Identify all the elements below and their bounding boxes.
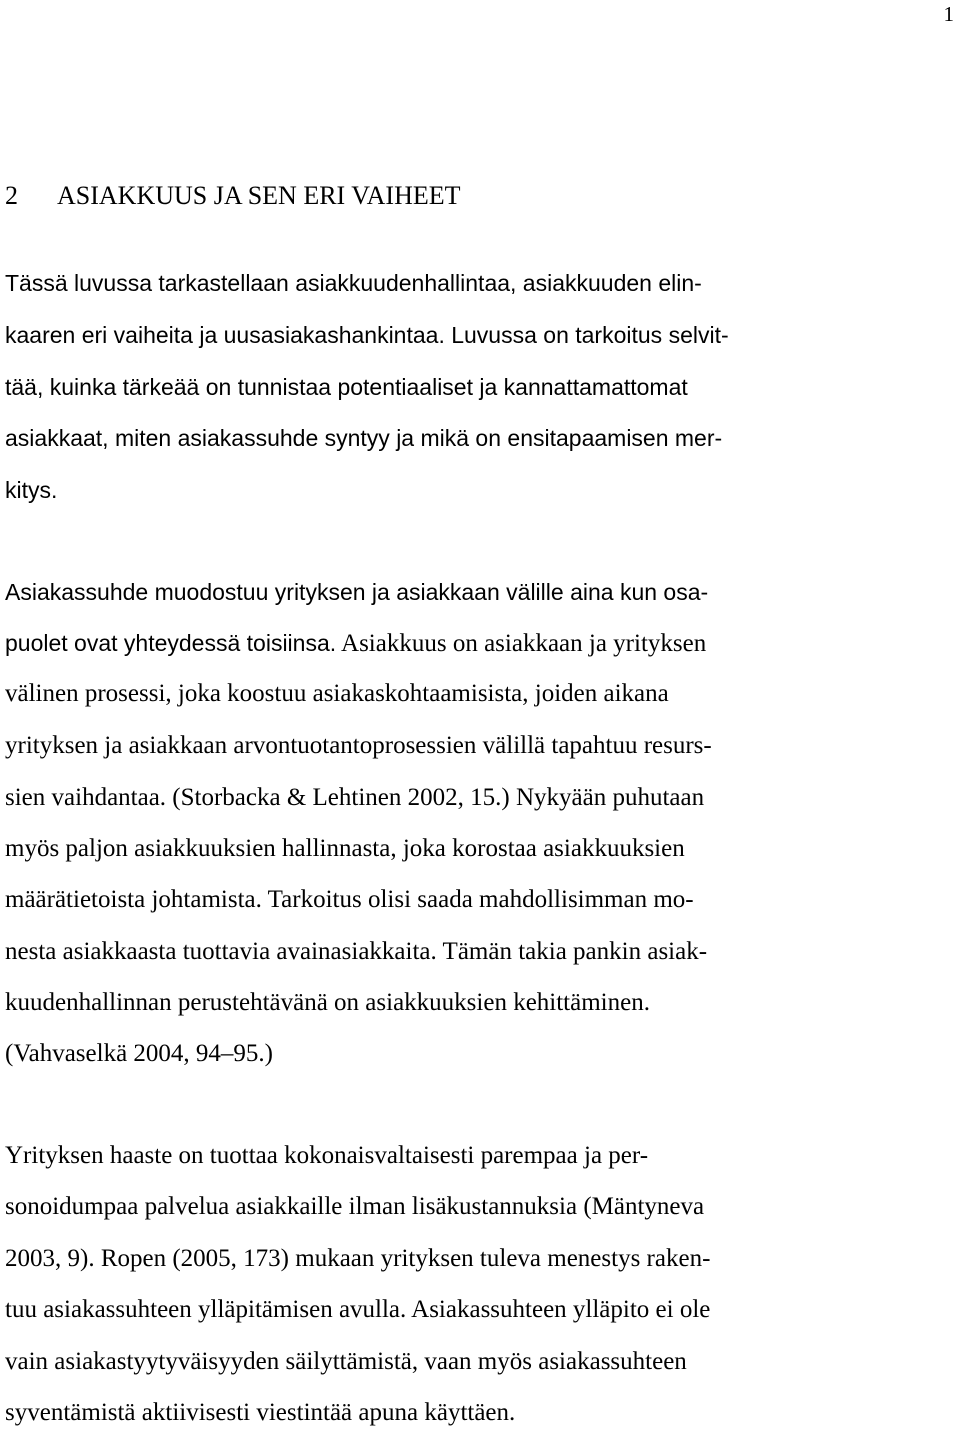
paragraph-line: kuudenhallinnan perustehtävänä on asiakkuuksien kehittäminen. [5, 989, 650, 1016]
paragraph-line: syventämistä aktiivisesti viestintää apuna käyttäen. [5, 1399, 516, 1426]
sentence-fragment: puolet ovat yhteydessä toisiinsa. [5, 630, 337, 656]
paragraph-line: vain asiakastyytyväisyyden säilyttämistä, vaan myös asiakassuhteen [5, 1348, 687, 1375]
paragraph-line: Yrityksen haaste on tuottaa kokonaisvaltaisesti parempaa ja per- [5, 1142, 649, 1169]
quoted-definition-start: Asiakkuus on asiakkaan ja yrityksen [336, 630, 707, 657]
paragraph-line: kaaren eri vaiheita ja uusasiakashankintaa. Luvussa on tarkoitus selvit- [5, 322, 729, 348]
paragraph-line: Tässä luvussa tarkastellaan asiakkuudenhallintaa, asiakkuuden elin- [5, 270, 702, 296]
paragraph-line: määrätietoista johtamista. Tarkoitus olisi saada mahdollisimman mo- [5, 886, 694, 913]
paragraph-line: myös paljon asiakkuuksien hallinnasta, joka korostaa asiakkuuksien [5, 835, 685, 862]
paragraph-line: nesta asiakkaasta tuottavia avainasiakkaita. Tämän takia pankin asiak- [5, 938, 708, 965]
chapter-heading [5, 178, 461, 214]
chapter-number: 2 [5, 181, 18, 210]
paragraph-line: 2003, 9). Ropen (2005, 173) mukaan yrityksen tuleva menestys raken- [5, 1245, 711, 1272]
chapter-title: ASIAKKUUS JA SEN ERI VAIHEET [57, 181, 461, 210]
paragraph-line: välinen prosessi, joka koostuu asiakaskohtaamisista, joiden aikana [5, 680, 669, 707]
paragraph-line: asiakkaat, miten asiakassuhde syntyy ja mikä on ensitapaamisen mer- [5, 425, 723, 451]
paragraph-line: (Vahvaselkä 2004, 94–95.) [5, 1040, 273, 1067]
paragraph-line: sonoidumpaa palvelua asiakkaille ilman lisäkustannuksia (Mäntyneva [5, 1193, 705, 1220]
paragraph-line: Asiakassuhde muodostuu yrityksen ja asiakkaan välille aina kun osa- [5, 579, 709, 605]
page-number: 1 [943, 2, 954, 26]
paragraph-line [5, 626, 706, 661]
paragraph-line: sien vaihdantaa. (Storbacka & Lehtinen 2002, 15.) Nykyään puhutaan [5, 784, 705, 811]
paragraph-line: yrityksen ja asiakkaan arvontuotantoprosessien välillä tapahtuu resurs- [5, 732, 712, 759]
paragraph-line: tää, kuinka tärkeää on tunnistaa potentiaaliset ja kannattamattomat [5, 374, 688, 400]
paragraph-line: tuu asiakassuhteen ylläpitämisen avulla. Asiakassuhteen ylläpito ei ole [5, 1296, 711, 1323]
paragraph-line: kitys. [5, 477, 58, 503]
